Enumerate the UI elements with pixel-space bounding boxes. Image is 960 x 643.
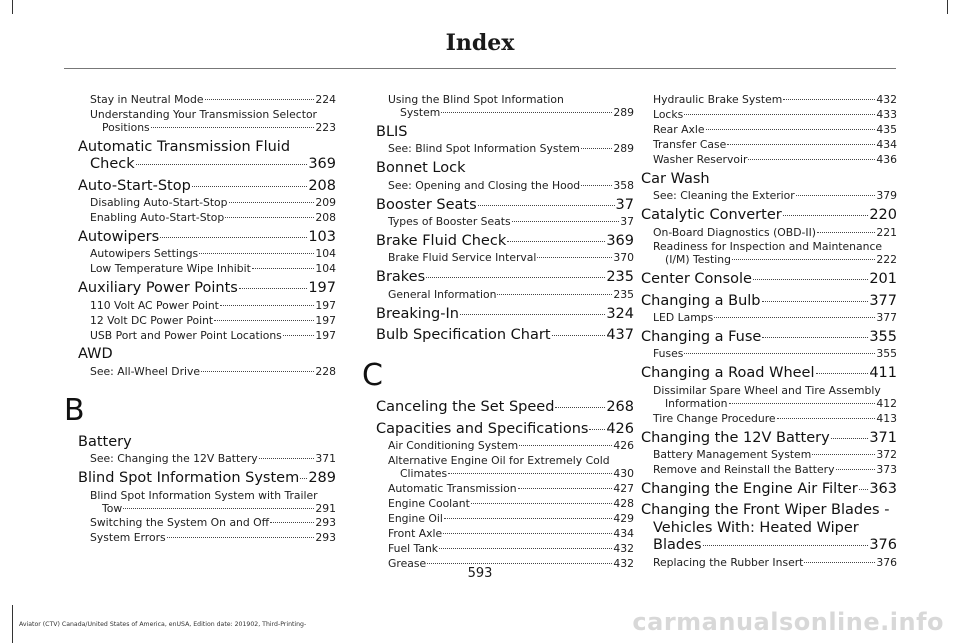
page-reference[interactable]: 373 — [876, 463, 897, 477]
entry-text: Check — [90, 156, 135, 173]
entry-text: Information — [665, 396, 728, 410]
entry-text: System Errors — [90, 531, 166, 545]
index-subentry[interactable] — [362, 543, 634, 556]
entry-text: LED Lamps — [653, 311, 714, 325]
entry-text: Bulb Specification Chart — [376, 327, 551, 344]
entry-text: Changing a Fuse — [641, 329, 762, 346]
index-entry[interactable] — [362, 233, 634, 250]
entry-text: Auto-Start-Stop — [78, 177, 191, 194]
page-reference[interactable]: 223 — [315, 120, 336, 134]
index-subentry[interactable] — [627, 385, 897, 411]
page-reference[interactable]: 268 — [606, 399, 634, 416]
page-reference[interactable]: 197 — [315, 298, 336, 312]
page-reference[interactable]: 221 — [876, 225, 897, 239]
dot-leader — [753, 279, 868, 280]
index-entry[interactable] — [627, 329, 897, 346]
entry-text: Brake Fluid Check — [376, 232, 507, 249]
entry-text: Tow — [102, 501, 123, 515]
index-subentry[interactable] — [64, 453, 336, 466]
index-subentry[interactable] — [64, 330, 336, 343]
index-entry[interactable] — [627, 430, 897, 447]
entry-text: BLIS — [376, 123, 408, 140]
entry-text: See: Opening and Closing the Hood — [388, 178, 581, 192]
section-letter: C — [362, 358, 383, 394]
dot-leader — [300, 478, 307, 479]
entry-text: See: Cleaning the Exterior — [653, 189, 795, 203]
entry-text: See: All-Wheel Drive — [90, 364, 201, 378]
page-reference[interactable]: 379 — [876, 189, 897, 203]
page-reference[interactable]: 412 — [876, 396, 897, 410]
index-subentry[interactable] — [362, 440, 634, 453]
index-subentry[interactable] — [64, 109, 336, 135]
index-subentry[interactable] — [64, 212, 336, 225]
page-reference[interactable]: 224 — [315, 93, 336, 106]
dot-leader — [836, 469, 876, 470]
entry-text: Automatic Transmission Fluid — [78, 138, 291, 155]
entry-text: Changing a Road Wheel — [641, 365, 815, 382]
page-reference[interactable]: 289 — [613, 105, 634, 119]
index-entry[interactable] — [627, 293, 897, 310]
dot-leader — [270, 522, 314, 523]
page-reference[interactable]: 293 — [315, 516, 336, 530]
dot-leader — [831, 438, 869, 439]
page-reference[interactable]: 426 — [613, 439, 634, 453]
index-subentry[interactable] — [627, 94, 897, 107]
index-subentry[interactable] — [362, 498, 634, 511]
page-reference[interactable]: 104 — [315, 247, 336, 261]
entry-text: Alternative Engine Oil for Extremely Cold — [388, 454, 610, 468]
entry-text: Washer Reservoir — [653, 152, 748, 166]
crop-mark-top-right — [947, 0, 948, 14]
index-subentry[interactable] — [64, 197, 336, 210]
index-subentry[interactable] — [627, 464, 897, 477]
dot-leader — [555, 407, 605, 408]
dot-leader — [732, 259, 875, 260]
entry-text: Engine Oil — [388, 511, 443, 525]
index-entry[interactable] — [64, 229, 336, 246]
entry-text: Battery Management System — [653, 448, 812, 462]
dot-leader — [816, 373, 869, 374]
entry-text: Positions — [102, 120, 150, 134]
page-reference[interactable]: 433 — [876, 107, 897, 121]
dot-leader — [259, 458, 315, 459]
entry-text: Tire Change Procedure — [653, 411, 776, 425]
entry-text: System — [400, 105, 441, 119]
page-reference[interactable]: 434 — [613, 526, 634, 540]
index-subentry[interactable] — [627, 348, 897, 361]
dot-leader — [589, 429, 605, 430]
page-reference[interactable]: 436 — [876, 152, 897, 166]
dot-leader — [762, 301, 869, 302]
entry-text: AWD — [78, 346, 113, 363]
entry-text: Transfer Case — [653, 137, 727, 151]
index-entry[interactable] — [362, 197, 634, 214]
entry-text: Changing the Front Wiper Blades - — [641, 502, 890, 519]
dot-leader — [136, 164, 308, 165]
index-entry[interactable] — [64, 346, 336, 363]
dot-leader — [762, 337, 868, 338]
page-reference[interactable]: 220 — [869, 207, 897, 224]
dot-leader — [123, 508, 314, 509]
index-subentry[interactable] — [627, 449, 897, 462]
page-reference[interactable]: 369 — [606, 232, 634, 249]
entry-text: Breaking-In — [376, 305, 459, 322]
page-reference[interactable]: 324 — [606, 305, 634, 322]
index-entry[interactable] — [64, 470, 336, 487]
page-reference[interactable]: 428 — [613, 497, 634, 510]
page-reference[interactable]: 355 — [869, 329, 897, 346]
index-entry[interactable] — [362, 327, 634, 344]
dot-leader — [519, 445, 612, 446]
dot-leader — [537, 257, 612, 258]
entry-text: Remove and Reinstall the Battery — [653, 463, 835, 477]
entry-text: Car Wash — [641, 170, 710, 187]
entry-text: Brake Fluid Service Interval — [388, 251, 537, 265]
dot-leader — [252, 268, 315, 269]
entry-text: Disabling Auto-Start-Stop — [90, 196, 228, 210]
dot-leader — [703, 545, 869, 546]
entry-text: Changing the Engine Air Filter — [641, 480, 858, 497]
entry-text: General Information — [388, 287, 497, 301]
entry-text: Rear Axle — [653, 122, 705, 136]
dot-leader — [783, 99, 875, 100]
entry-text: Engine Coolant — [388, 497, 470, 510]
index-subentry[interactable] — [64, 248, 336, 261]
entry-text: Switching the System On and Off — [90, 516, 270, 530]
entry-text: Autowipers Settings — [90, 247, 199, 261]
index-subentry[interactable] — [362, 252, 634, 265]
index-subentry[interactable] — [362, 513, 634, 526]
dot-leader — [283, 335, 315, 336]
dot-leader — [439, 548, 612, 549]
page-reference[interactable]: 430 — [613, 467, 634, 481]
dot-leader — [714, 317, 875, 318]
dot-leader — [199, 253, 314, 254]
index-subentry[interactable] — [64, 263, 336, 276]
index-entry[interactable] — [627, 481, 897, 498]
index-subentry[interactable] — [627, 413, 897, 426]
entry-text: Fuel Tank — [388, 541, 439, 555]
section-letter: B — [64, 392, 85, 428]
dot-leader — [443, 533, 612, 534]
page-reference[interactable]: 235 — [613, 287, 634, 301]
index-subentry[interactable] — [64, 94, 336, 107]
index-column-3 — [627, 92, 897, 570]
index-subentry[interactable] — [627, 124, 897, 137]
page-reference[interactable]: 432 — [613, 556, 634, 570]
entry-text: Readiness for Inspection and Maintenance — [653, 240, 883, 254]
edition-footer: Aviator (CTV) Canada/United States of America, enUSA, Edition date: 201902, Third-Printing- — [19, 621, 307, 628]
page-reference[interactable]: 228 — [315, 364, 336, 378]
entry-text: Automatic Transmission — [388, 482, 517, 496]
page-reference[interactable]: 370 — [613, 251, 634, 265]
entry-text: Dissimilar Spare Wheel and Tire Assembly — [653, 383, 881, 397]
dot-leader — [518, 488, 613, 489]
dot-leader — [201, 371, 314, 372]
page-reference[interactable]: 363 — [869, 480, 897, 497]
entry-text: Blind Spot Information System — [78, 470, 300, 487]
page-reference[interactable]: 37 — [615, 196, 634, 213]
page-reference[interactable]: 432 — [876, 93, 897, 106]
entry-text: See: Blind Spot Information System — [388, 142, 580, 156]
index-entry[interactable] — [627, 365, 897, 382]
page-reference[interactable]: 427 — [613, 482, 634, 496]
page-reference[interactable]: 371 — [315, 452, 336, 466]
page-reference[interactable]: 289 — [613, 142, 634, 156]
dot-leader — [729, 403, 876, 404]
dot-leader — [512, 221, 620, 222]
page-reference[interactable]: 293 — [315, 531, 336, 545]
index-subentry[interactable] — [362, 180, 634, 193]
page-title: Index — [445, 30, 515, 56]
entry-text: See: Changing the 12V Battery — [90, 452, 258, 466]
entry-text: Autowipers — [78, 228, 160, 245]
entry-text: USB Port and Power Point Locations — [90, 328, 282, 342]
dot-leader — [441, 112, 612, 113]
page-reference[interactable]: 426 — [606, 420, 634, 437]
page-reference[interactable]: 37 — [620, 214, 634, 228]
index-subentry[interactable] — [627, 312, 897, 325]
crop-mark-bottom-left — [12, 605, 13, 643]
page-reference[interactable]: 235 — [606, 269, 634, 286]
entry-text: 110 Volt AC Power Point — [90, 298, 219, 312]
index-entry[interactable] — [64, 434, 336, 451]
index-subentry[interactable] — [64, 517, 336, 530]
dot-leader — [817, 232, 875, 233]
page-reference[interactable]: 413 — [876, 411, 897, 425]
entry-text: Booster Seats — [376, 196, 477, 213]
dot-leader — [684, 114, 875, 115]
index-subentry[interactable] — [362, 528, 634, 541]
dot-leader — [812, 454, 875, 455]
page-reference[interactable]: 103 — [308, 228, 336, 245]
index-entry[interactable] — [362, 160, 634, 177]
dot-leader — [748, 159, 875, 160]
page-reference[interactable]: 376 — [876, 555, 897, 569]
index-entry[interactable] — [627, 271, 897, 288]
entry-text: Auxiliary Power Points — [78, 280, 238, 297]
index-entry[interactable] — [627, 502, 897, 554]
entry-text: On-Board Diagnostics (OBD-II) — [653, 225, 817, 239]
dot-leader — [684, 353, 875, 354]
page-reference[interactable]: 222 — [876, 253, 897, 267]
index-entry[interactable] — [64, 280, 336, 297]
entry-text: Fuses — [653, 347, 684, 361]
index-entry[interactable] — [627, 171, 897, 188]
index-subentry[interactable] — [362, 483, 634, 496]
page-reference[interactable]: 429 — [613, 511, 634, 525]
dot-leader — [581, 148, 612, 149]
index-subentry[interactable] — [64, 366, 336, 379]
page-reference[interactable]: 432 — [613, 541, 634, 555]
page-reference[interactable]: 411 — [869, 365, 897, 382]
index-subentry[interactable] — [627, 154, 897, 167]
index-subentry[interactable] — [627, 109, 897, 122]
index-subentry[interactable] — [362, 94, 634, 120]
dot-leader — [859, 489, 869, 490]
index-subentry[interactable] — [64, 490, 336, 516]
entry-text: Air Conditioning System — [388, 439, 519, 453]
dot-leader — [507, 241, 605, 242]
entry-text: Brakes — [376, 269, 426, 286]
entry-text: Vehicles With: Heated Wiper — [653, 519, 859, 536]
entry-text: (I/M) Testing — [665, 253, 731, 267]
entry-text: Types of Booster Seats — [388, 214, 511, 228]
dot-leader — [471, 503, 613, 504]
entry-text: Low Temperature Wipe Inhibit — [90, 262, 251, 276]
index-subentry[interactable] — [627, 190, 897, 203]
index-subentry[interactable] — [362, 455, 634, 481]
dot-leader — [777, 418, 876, 419]
page-reference[interactable]: 434 — [876, 137, 897, 151]
entry-text: Stay in Neutral Mode — [90, 93, 204, 106]
title-divider — [64, 68, 896, 69]
page-reference[interactable]: 377 — [869, 292, 897, 309]
dot-leader — [151, 127, 315, 128]
index-subentry[interactable] — [64, 315, 336, 328]
dot-leader — [478, 205, 615, 206]
dot-leader — [167, 537, 315, 538]
page-reference[interactable]: 197 — [315, 313, 336, 327]
index-subentry[interactable] — [627, 241, 897, 267]
page-reference[interactable]: 209 — [315, 196, 336, 210]
page-reference[interactable]: 208 — [308, 177, 336, 194]
index-subentry[interactable] — [64, 300, 336, 313]
dot-leader — [214, 320, 314, 321]
page-reference[interactable]: 197 — [315, 328, 336, 342]
page-reference[interactable]: 197 — [308, 280, 336, 297]
page-reference[interactable]: 377 — [876, 311, 897, 325]
index-entry[interactable] — [64, 178, 336, 195]
index-entry[interactable] — [362, 399, 634, 416]
page-reference[interactable]: 369 — [308, 156, 336, 173]
dot-leader — [229, 202, 315, 203]
index-subentry[interactable] — [627, 139, 897, 152]
dot-leader — [804, 562, 875, 563]
page-reference[interactable]: 201 — [869, 271, 897, 288]
page-reference[interactable]: 371 — [869, 429, 897, 446]
entry-text: Battery — [78, 433, 132, 450]
index-subentry[interactable] — [362, 143, 634, 156]
page-reference[interactable]: 376 — [869, 537, 897, 554]
index-entry[interactable] — [362, 269, 634, 286]
entry-text: Catalytic Converter — [641, 207, 782, 224]
page-number: 593 — [467, 566, 493, 581]
dot-leader — [225, 217, 314, 218]
dot-leader — [427, 563, 612, 564]
dot-leader — [497, 294, 612, 295]
dot-leader — [160, 237, 307, 238]
dot-leader — [448, 473, 612, 474]
entry-text: Blades — [653, 537, 702, 554]
entry-text: Replacing the Rubber Insert — [653, 555, 804, 569]
watermark-text: carmanualsonline.info — [632, 608, 944, 636]
entry-text: Capacities and Specifications — [376, 420, 589, 437]
entry-text: Grease — [388, 556, 427, 570]
dot-leader — [727, 144, 875, 145]
page-reference[interactable]: 358 — [613, 178, 634, 192]
entry-text: Locks — [653, 107, 684, 121]
index-subentry[interactable] — [627, 227, 897, 240]
index-subentry[interactable] — [362, 289, 634, 302]
dot-leader — [426, 277, 605, 278]
page-reference[interactable]: 289 — [308, 470, 336, 487]
entry-text: Climates — [400, 467, 448, 481]
index-entry[interactable] — [64, 139, 336, 174]
dot-leader — [706, 129, 876, 130]
index-column-1 — [64, 92, 336, 545]
page-reference[interactable]: 372 — [876, 448, 897, 462]
index-subentry[interactable] — [362, 216, 634, 229]
dot-leader — [552, 335, 606, 336]
dot-leader — [220, 305, 314, 306]
dot-leader — [796, 195, 876, 196]
entry-text: Changing the 12V Battery — [641, 429, 830, 446]
crop-mark-top-left — [12, 0, 13, 14]
entry-text: Enabling Auto-Start-Stop — [90, 210, 225, 224]
index-entry[interactable] — [362, 124, 634, 141]
dot-leader — [460, 314, 605, 315]
entry-text: Canceling the Set Speed — [376, 399, 555, 416]
dot-leader — [239, 288, 307, 289]
dot-leader — [205, 99, 315, 100]
entry-text: 12 Volt DC Power Point — [90, 313, 214, 327]
dot-leader — [783, 215, 869, 216]
entry-text: Using the Blind Spot Information — [388, 93, 564, 106]
index-entry[interactable] — [627, 207, 897, 224]
entry-text: Hydraulic Brake System — [653, 93, 783, 106]
page-reference[interactable]: 104 — [315, 262, 336, 276]
page-reference[interactable]: 355 — [876, 347, 897, 361]
page-reference[interactable]: 208 — [315, 210, 336, 224]
entry-text: Understanding Your Transmission Selector — [90, 107, 317, 121]
entry-text: Blind Spot Information System with Trailer — [90, 488, 318, 502]
index-entry[interactable] — [362, 421, 634, 438]
page-reference[interactable]: 435 — [876, 122, 897, 136]
entry-text: Bonnet Lock — [376, 160, 466, 177]
dot-leader — [192, 186, 308, 187]
dot-leader — [444, 518, 612, 519]
index-column-2 — [362, 92, 634, 571]
entry-text: Changing a Bulb — [641, 292, 761, 309]
page-reference[interactable]: 437 — [606, 327, 634, 344]
entry-text: Center Console — [641, 271, 752, 288]
index-entry[interactable] — [362, 306, 634, 323]
dot-leader — [581, 185, 612, 186]
index-subentry[interactable] — [64, 532, 336, 545]
page-reference[interactable]: 291 — [315, 501, 336, 515]
entry-text: Front Axle — [388, 526, 443, 540]
